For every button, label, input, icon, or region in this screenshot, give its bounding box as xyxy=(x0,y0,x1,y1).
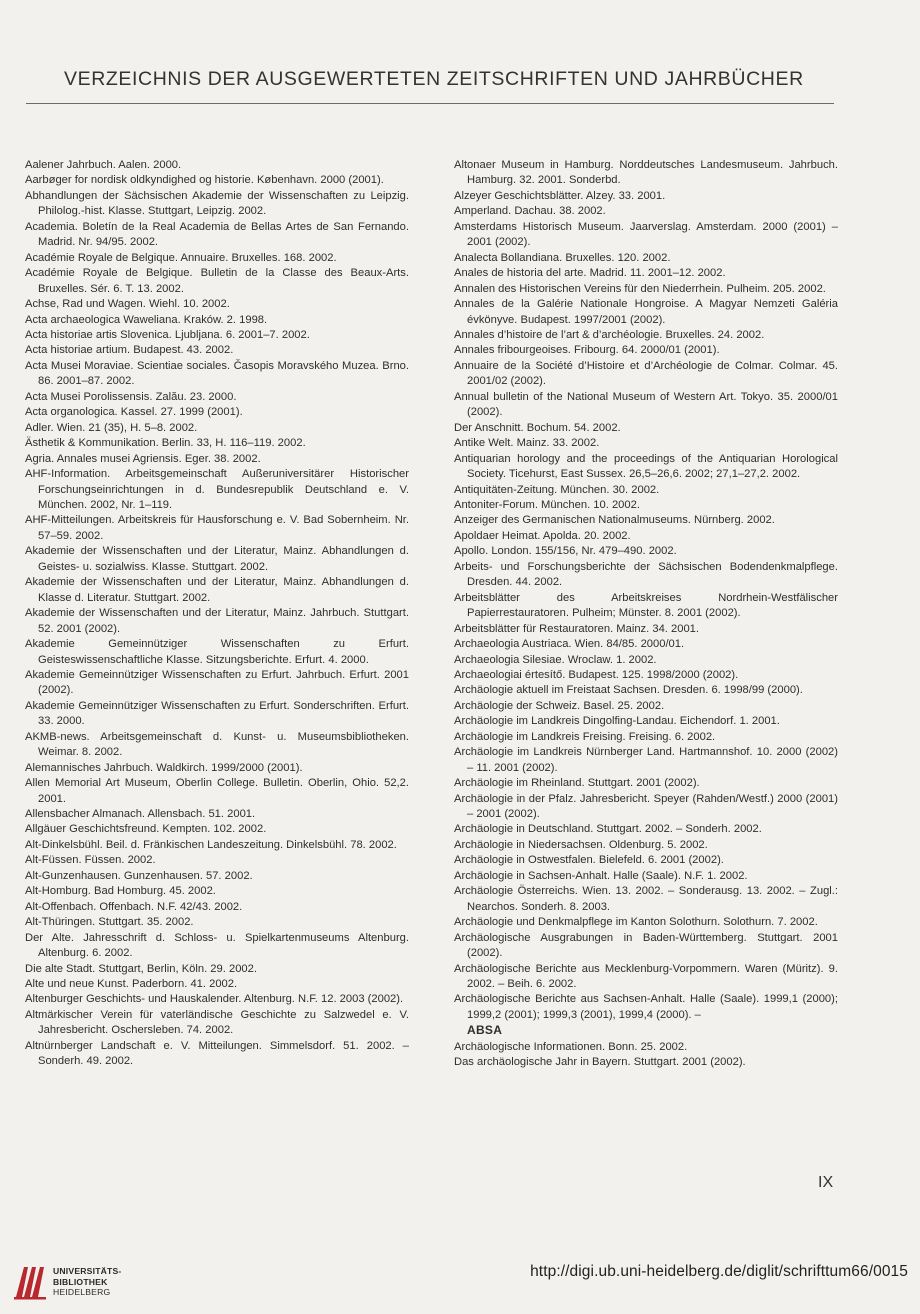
list-entry: Acta archaeologica Waweliana. Kraków. 2. 1998. xyxy=(25,313,268,326)
list-entry: Archäologische Ausgrabungen in Baden-Württemberg. Stuttgart. 2001 (2002). xyxy=(454,931,838,960)
list-entry: Archäologische Berichte aus Sachsen-Anhalt. Halle (Saale). 1999,1 (2000); 1999,2 (2001); 1999,3 (2001), 1999,4 (2000). – ABSA xyxy=(454,993,838,1038)
list-entry: Alemannisches Jahrbuch. Waldkirch. 1999/2000 (2001). xyxy=(25,761,303,774)
left-column xyxy=(25,158,409,1070)
list-entry: Archäologie in der Pfalz. Jahresbericht. Speyer (Rahden/Westf.) 2000 (2001) – 2001 (2002). xyxy=(454,792,838,821)
list-entry: Antoniter-Forum. München. 10. 2002. xyxy=(454,498,640,511)
list-entry: Altonaer Museum in Hamburg. Norddeutsches Landesmuseum. Jahrbuch. Hamburg. 32. 2001. Sonderbd. xyxy=(454,159,838,187)
list-entry: AKMB-news. Arbeitsgemeinschaft d. Kunst- u. Museumsbibliotheken. Weimar. 8. 2002. xyxy=(25,730,409,759)
list-entry: Alzeyer Geschichtsblätter. Alzey. 33. 2001. xyxy=(454,189,666,202)
list-entry: Antiquarian horology and the proceedings of the Antiquarian Horological Society. Ticehurst, East Sussex. 26,5–26,6. 2002; 27,1–27,2. 2002. xyxy=(454,452,838,481)
list-entry: Altmärkischer Verein für vaterländische Geschichte zu Salzwedel e. V. Jahresbericht. Oschersleben. 74. 2002. xyxy=(25,1008,409,1037)
list-entry: Archäologie im Landkreis Nürnberger Land. Hartmannshof. 10. 2000 (2002) – 11. 2001 (2002). xyxy=(454,746,838,774)
list-entry: Archäologische Informationen. Bonn. 25. 2002. xyxy=(454,1040,688,1053)
list-entry: Apoldaer Heimat. Apolda. 20. 2002. xyxy=(454,529,631,542)
list-entry: Archaeologia Austriaca. Wien. 84/85. 2000/01. xyxy=(454,638,685,651)
list-entry: Archäologie in Sachsen-Anhalt. Halle (Saale). N.F. 1. 2002. xyxy=(454,869,748,882)
list-entry: Antiquitäten-Zeitung. München. 30. 2002. xyxy=(454,483,660,496)
list-entry: Annalen des Historischen Vereins für den Niederrhein. Pulheim. 205. 2002. xyxy=(454,282,826,295)
list-entry: Arbeitsblätter des Arbeitskreises Nordrhein-Westfälischer Papierrestauratoren. Pulheim; Münster. 8. 2001 (2002). xyxy=(454,591,838,620)
library-name: UNIVERSITÄTS- BIBLIOTHEK HEIDELBERG xyxy=(53,1266,122,1298)
list-entry: Arbeitsblätter für Restauratoren. Mainz. 34. 2001. xyxy=(454,622,700,635)
list-entry: Akademie der Wissenschaften und der Literatur, Mainz. Jahrbuch. Stuttgart. 52. 2001 (2002). xyxy=(25,607,409,635)
list-entry: Aalener Jahrbuch. Aalen. 2000. xyxy=(25,159,182,171)
list-entry: Die alte Stadt. Stuttgart, Berlin, Köln. 29. 2002. xyxy=(25,962,257,975)
footer xyxy=(0,1248,920,1314)
list-entry: Archäologie der Schweiz. Basel. 25. 2002. xyxy=(454,699,665,712)
source-url-link[interactable]: http://digi.ub.uni-heidelberg.de/diglit/schrifttum66/0015 xyxy=(530,1263,908,1280)
list-entry: Achse, Rad und Wagen. Wiehl. 10. 2002. xyxy=(25,298,230,311)
list-entry: Abhandlungen der Sächsischen Akademie der Wissenschaften zu Leipzig. Philolog.-hist. Klasse. Stuttgart, Leipzig. 2002. xyxy=(25,189,409,218)
list-entry: Annual bulletin of the National Museum of Western Art. Tokyo. 35. 2000/01 (2002). xyxy=(454,390,838,419)
list-entry: Acta Musei Porolissensis. Zalău. 23. 2000. xyxy=(25,390,237,403)
list-entry: Archäologie aktuell im Freistaat Sachsen. Dresden. 6. 1998/99 (2000). xyxy=(454,684,803,697)
list-entry: AHF-Information. Arbeitsgemeinschaft Außeruniversitärer Historischer Forschungseinrichtungen in d. Bundesrepublik Deutschland e. V. München. 2002, Nr. 1–119. xyxy=(25,468,409,511)
list-entry: Agria. Annales musei Agriensis. Eger. 38. 2002. xyxy=(25,452,261,465)
library-logo-icon xyxy=(12,1263,48,1301)
list-entry: Allgäuer Geschichtsfreund. Kempten. 102. 2002. xyxy=(25,823,267,836)
list-entry: Arbeits- und Forschungsberichte der Sächsischen Bodendenkmalpflege. Dresden. 44. 2002. xyxy=(454,560,838,589)
list-entry: Das archäologische Jahr in Bayern. Stuttgart. 2001 (2002). xyxy=(454,1056,746,1069)
list-entry: Apollo. London. 155/156, Nr. 479–490. 2002. xyxy=(454,545,677,558)
right-column xyxy=(454,158,838,1071)
list-entry: Akademie Gemeinnütziger Wissenschaften zu Erfurt. Sonderschriften. Erfurt. 33. 2000. xyxy=(25,699,409,728)
list-entry: Allen Memorial Art Museum, Oberlin College. Bulletin. Oberlin, Ohio. 52,2. 2001. xyxy=(25,777,409,805)
list-entry: Archäologie und Denkmalpflege im Kanton Solothurn. Solothurn. 7. 2002. xyxy=(454,916,818,929)
list-entry: Alt-Gunzenhausen. Gunzenhausen. 57. 2002. xyxy=(25,869,253,882)
list-entry: Anales de historia del arte. Madrid. 11. 2001–12. 2002. xyxy=(454,267,726,280)
list-entry: Akademie Gemeinnütziger Wissenschaften zu Erfurt. Jahrbuch. Erfurt. 2001 (2002). xyxy=(25,668,409,697)
list-entry: Ästhetik & Kommunikation. Berlin. 33, H. 116–119. 2002. xyxy=(25,437,306,450)
list-entry: Der Anschnitt. Bochum. 54. 2002. xyxy=(454,421,621,434)
list-entry: Académie Royale de Belgique. Bulletin de la Classe des Beaux-Arts. Bruxelles. Sér. 6. T. 13. 2002. xyxy=(25,267,409,295)
list-entry: Acta historiae artium. Budapest. 43. 2002. xyxy=(25,344,234,357)
list-entry: Akademie der Wissenschaften und der Literatur, Mainz. Abhandlungen d. Geistes- u. sozialwiss. Klasse. Stuttgart. 2002. xyxy=(25,545,409,573)
list-entry: Académie Royale de Belgique. Annuaire. Bruxelles. 168. 2002. xyxy=(25,251,337,264)
list-entry: Acta historiae artis Slovenica. Ljubljana. 6. 2001–7. 2002. xyxy=(25,328,310,341)
list-entry: Archäologische Berichte aus Mecklenburg-Vorpommern. Waren (Müritz). 9. 2002. – Beih. 6. 2002. xyxy=(454,962,838,991)
list-entry: Amsterdams Historisch Museum. Jaarverslag. Amsterdam. 2000 (2001) – 2001 (2002). xyxy=(454,220,838,249)
list-entry: Adler. Wien. 21 (35), H. 5–8. 2002. xyxy=(25,421,198,434)
list-entry: Analecta Bollandiana. Bruxelles. 120. 2002. xyxy=(454,251,671,264)
list-entry: Akademie der Wissenschaften und der Literatur, Mainz. Abhandlungen d. Klasse d. Literatur. Stuttgart. 2002. xyxy=(25,576,409,604)
list-entry: Archäologie im Landkreis Freising. Freising. 6. 2002. xyxy=(454,730,716,743)
list-entry: Alt-Homburg. Bad Homburg. 45. 2002. xyxy=(25,885,216,898)
list-entry: Archäologie im Landkreis Dingolfing-Landau. Eichendorf. 1. 2001. xyxy=(454,715,780,728)
list-entry: Annales de la Galérie Nationale Hongroise. A Magyar Nemzeti Galéria évkönyve. Budapest. 1997/2001 (2002). xyxy=(454,298,838,326)
list-entry: Alte und neue Kunst. Paderborn. 41. 2002. xyxy=(25,978,238,991)
list-entry: Alt-Offenbach. Offenbach. N.F. 42/43. 2002. xyxy=(25,900,243,913)
list-entry: Allensbacher Almanach. Allensbach. 51. 2001. xyxy=(25,808,256,821)
list-entry: Altnürnberger Landschaft e. V. Mitteilungen. Simmelsdorf. 51. 2002. – Sonderh. 49. 2002. xyxy=(25,1039,409,1068)
page-title: VERZEICHNIS DER AUSGEWERTETEN ZEITSCHRIFTEN UND JAHRBÜCHER xyxy=(64,68,804,90)
list-entry: Alt-Thüringen. Stuttgart. 35. 2002. xyxy=(25,916,194,929)
list-entry: Annales d’histoire de l’art & d’archéologie. Bruxelles. 24. 2002. xyxy=(454,328,765,341)
list-entry: Antike Welt. Mainz. 33. 2002. xyxy=(454,437,600,450)
list-entry: AHF-Mitteilungen. Arbeitskreis für Hausforschung e. V. Bad Sobernheim. Nr. 57–59. 2002. xyxy=(25,514,409,542)
abbreviation-label: ABSA xyxy=(467,1023,503,1038)
list-entry: Der Alte. Jahresschrift d. Schloss- u. Spielkartenmuseums Altenburg. Altenburg. 6. 2002. xyxy=(25,931,409,960)
list-entry: Acta Musei Moraviae. Scientiae sociales. Časopis Moravského Muzea. Brno. 86. 2001–87. 2002. xyxy=(25,359,409,388)
list-entry: Alt-Dinkelsbühl. Beil. d. Fränkischen Landeszeitung. Dinkelsbühl. 78. 2002. xyxy=(25,838,397,851)
list-entry: Altenburger Geschichts- und Hauskalender. Altenburg. N.F. 12. 2003 (2002). xyxy=(25,993,404,1006)
list-entry: Akademie Gemeinnütziger Wissenschaften zu Erfurt. Geisteswissenschaftliche Klasse. Sitzungsberichte. Erfurt. 4. 2000. xyxy=(25,638,409,666)
list-entry: Aarbøger for nordisk oldkyndighed og historie. København. 2000 (2001). xyxy=(25,174,384,187)
list-entry: Archäologie in Deutschland. Stuttgart. 2002. – Sonderh. 2002. xyxy=(454,823,762,836)
list-entry: Archäologie im Rheinland. Stuttgart. 2001 (2002). xyxy=(454,777,700,790)
list-entry: Archaeologia Silesiae. Wroclaw. 1. 2002. xyxy=(454,653,657,666)
list-entry: Archaeologiai értesítő. Budapest. 125. 1998/2000 (2002). xyxy=(454,668,739,681)
list-entry: Anzeiger des Germanischen Nationalmuseums. Nürnberg. 2002. xyxy=(454,514,775,527)
list-entry: Academia. Boletín de la Real Academia de Bellas Artes de San Fernando. Madrid. Nr. 94/95. 2002. xyxy=(25,220,409,249)
page-number: IX xyxy=(818,1174,834,1191)
list-entry: Acta organologica. Kassel. 27. 1999 (2001). xyxy=(25,406,243,419)
list-entry: Annuaire de la Société d’Histoire et d’Archéologie de Colmar. Colmar. 45. 2001/02 (2002). xyxy=(454,359,838,388)
list-entry: Amperland. Dachau. 38. 2002. xyxy=(454,205,606,218)
header-divider xyxy=(26,103,834,104)
list-entry: Alt-Füssen. Füssen. 2002. xyxy=(25,854,156,867)
list-entry: Archäologie in Ostwestfalen. Bielefeld. 6. 2001 (2002). xyxy=(454,854,724,867)
list-entry: Archäologie Österreichs. Wien. 13. 2002. – Sonderausg. 13. 2002. – Zugl.: Nearchos. Sonderh. 8. 2003. xyxy=(454,885,838,913)
list-entry: Annales fribourgeoises. Fribourg. 64. 2000/01 (2001). xyxy=(454,344,720,357)
list-entry: Archäologie in Niedersachsen. Oldenburg. 5. 2002. xyxy=(454,838,708,851)
